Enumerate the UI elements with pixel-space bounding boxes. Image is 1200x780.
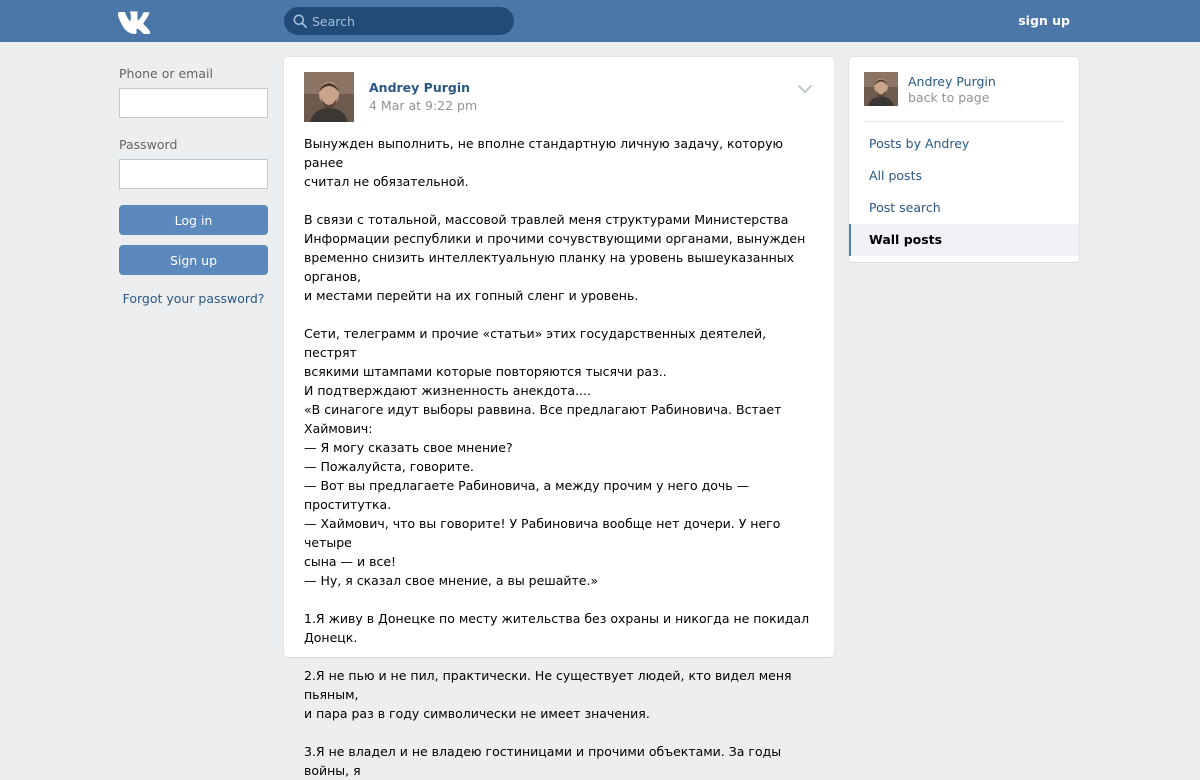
forgot-password-link[interactable]: Forgot your password? — [122, 291, 265, 306]
nav-post-search[interactable]: Post search — [869, 200, 941, 215]
post-text-line: 2.Я не пью и не пил, практически. Не существует людей, кто видел меня пьяным, — [304, 668, 792, 702]
post-text-line: Сети, телеграмм и прочие «статьи» этих государственных деятелей, пестрят — [304, 326, 767, 360]
post-date[interactable]: 4 Mar at 9:22 pm — [369, 98, 478, 113]
divider — [864, 121, 1064, 122]
post-text-line: — Вот вы предлагаете Рабиновича, а между прочим у него дочь — проститутка. — [304, 478, 750, 512]
wall-sidebar — [849, 57, 1079, 262]
post-text-line: Вынужден выполнить, не вполне стандартную личную задачу, которую ранее — [304, 136, 783, 170]
post-text-line: И подтверждают жизненность анекдота.... — [304, 383, 591, 398]
post-text-line: 1.Я живу в Донецке по месту жительства без охраны и никогда не покидал — [304, 611, 810, 626]
search-box — [284, 7, 514, 35]
nav-posts-by-author[interactable]: Posts by Andrey — [869, 136, 970, 151]
post-text-line: «В синагоге идут выборы раввина. Все предлагают Рабиновича. Встает Хаймович: — [304, 402, 782, 436]
post-text-line: — Пожалуйста, говорите. — [304, 459, 474, 474]
post-paragraph — [304, 210, 819, 305]
post-text-line: временно снизить интеллектуальную планку на уровень вышеуказанных органов, — [304, 250, 795, 284]
post-text-line: сына — и все! — [304, 554, 397, 569]
signup-button[interactable]: Sign up — [119, 245, 268, 275]
nav-wall-posts[interactable]: Wall posts — [849, 224, 1079, 256]
login-button[interactable]: Log in — [119, 205, 268, 235]
sidebar-avatar[interactable] — [864, 72, 898, 106]
post-author-name[interactable]: Andrey Purgin — [369, 80, 471, 95]
paragraph-gap — [304, 191, 819, 210]
nav-all-posts[interactable]: All posts — [869, 168, 922, 183]
sidebar-author-name[interactable]: Andrey Purgin — [908, 74, 996, 89]
post-text-line: — Хаймович, что вы говорите! У Рабиновича вообще нет дочери. У него четыре — [304, 516, 781, 550]
post-text-line: Информации республики и прочими сочувствующими органами, вынужден — [304, 231, 806, 246]
back-to-page-link[interactable]: back to page — [908, 90, 990, 105]
header-signup-link[interactable]: sign up — [1018, 13, 1070, 28]
post-text-line: и пара раз в году символически не имеет значения. — [304, 706, 650, 721]
post-text — [304, 134, 819, 780]
post-text-line: и местами перейти на их гопный сленг и уровень. — [304, 288, 639, 303]
sidebar-nav — [849, 128, 1079, 256]
post-paragraph — [304, 742, 819, 780]
post-paragraph — [304, 134, 819, 191]
post-paragraph — [304, 324, 819, 590]
post-text-line: считал не обязательной. — [304, 174, 469, 189]
post-author-avatar[interactable] — [304, 72, 354, 122]
post-paragraph — [304, 609, 819, 647]
post-text-line: В связи с тотальной, массовой травлей меня структурами Министерства — [304, 212, 789, 227]
post-text-line: — Я могу сказать свое мнение? — [304, 440, 513, 455]
wall-post — [284, 57, 834, 778]
search-icon — [293, 14, 307, 28]
password-label: Password — [119, 137, 178, 152]
post-text-line: Донецк. — [304, 630, 358, 645]
post-text-line: 3.Я не владел и не владею гостиницами и прочими объектами. За годы войны, я — [304, 744, 782, 778]
post-text-line: всякими штампами которые повторяются тысячи раз.. — [304, 364, 667, 379]
paragraph-gap — [304, 590, 819, 609]
author-photo-icon — [304, 72, 354, 122]
paragraph-gap — [304, 723, 819, 742]
chevron-down-icon[interactable] — [797, 84, 813, 94]
login-form — [119, 66, 268, 306]
paragraph-gap — [304, 305, 819, 324]
paragraph-gap — [304, 647, 819, 666]
post-paragraph — [304, 666, 819, 723]
password-input[interactable] — [119, 159, 268, 189]
vk-logo-icon — [118, 9, 152, 31]
phone-email-input[interactable] — [119, 88, 268, 118]
author-photo-icon — [864, 72, 898, 106]
post-text-line: — Ну, я сказал свое мнение, а вы решайте.» — [304, 573, 599, 588]
top-bar — [0, 0, 1200, 42]
phone-label: Phone or email — [119, 66, 213, 81]
search-input[interactable] — [312, 7, 508, 35]
